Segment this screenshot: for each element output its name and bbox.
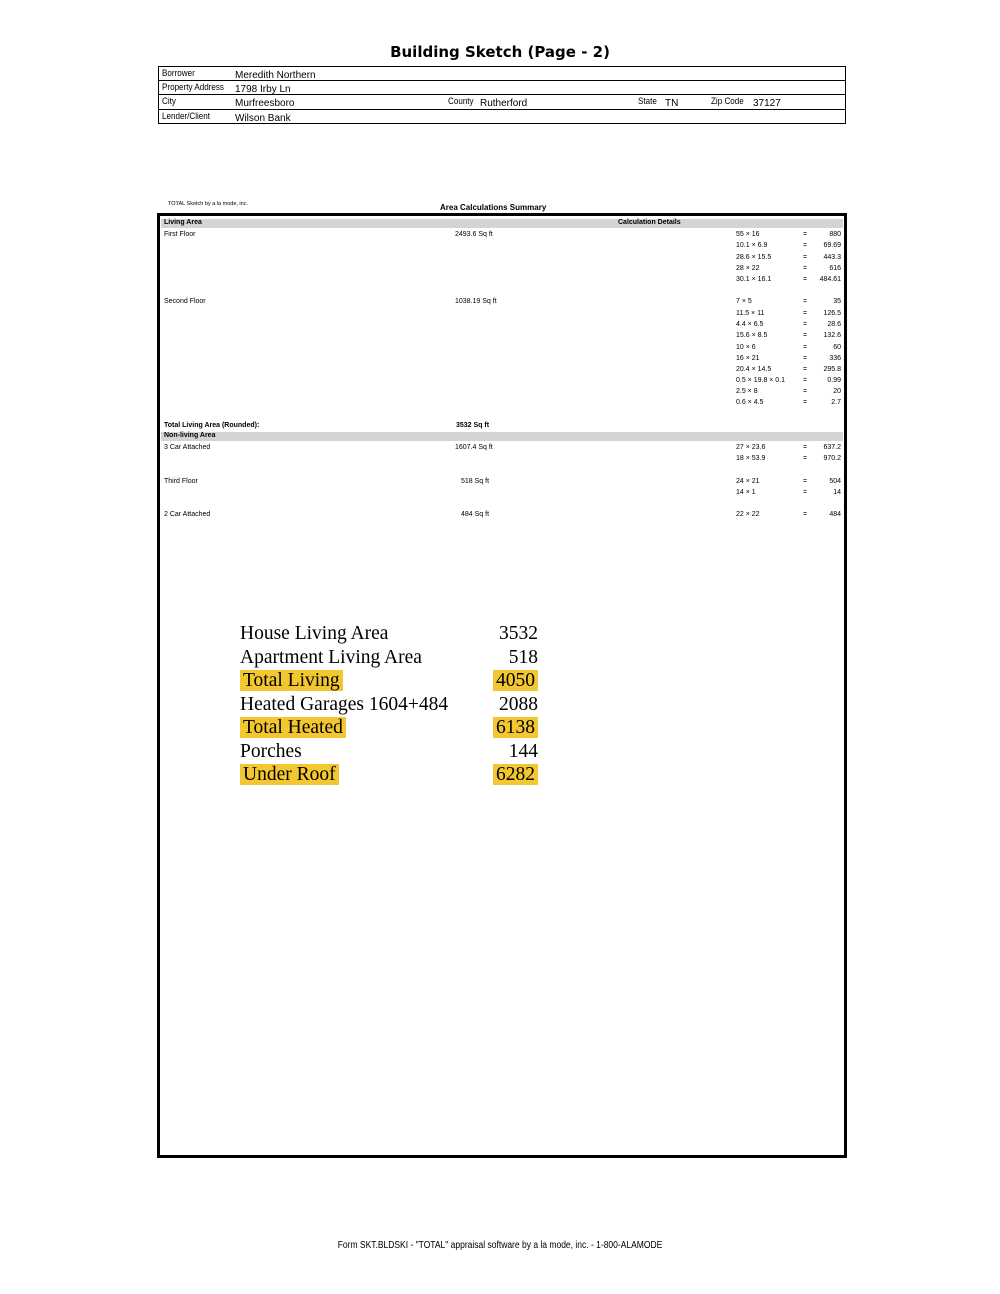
calc-expr: 10 × 6 — [736, 344, 756, 351]
calc-expr: 28.6 × 15.5 — [736, 254, 772, 261]
calc-equals: = — [803, 511, 808, 518]
calc-expr: 14 × 1 — [736, 489, 756, 496]
calc-equals: = — [803, 344, 808, 351]
calc-result: 443.3 — [823, 254, 841, 261]
calc-expr: 0.5 × 19.8 × 0.1 — [736, 377, 786, 384]
address-label: Property Address — [162, 82, 224, 93]
calc-result: 336 — [829, 355, 841, 362]
calc-equals: = — [803, 298, 808, 305]
calc-equals: = — [803, 242, 808, 249]
calc-equals: = — [803, 399, 808, 406]
summary-value — [493, 669, 538, 692]
sketch-credit: TOTAL Sketch by a la mode, inc. — [168, 201, 248, 207]
calc-expr: 55 × 16 — [736, 231, 760, 238]
calc-expr: 2.5 × 8 — [736, 388, 758, 395]
calc-result: 880 — [829, 231, 841, 238]
borrower-label: Borrower — [162, 68, 195, 79]
calc-expr: 28 × 22 — [736, 265, 760, 272]
calc-expr: 20.4 × 14.5 — [736, 366, 772, 373]
state-label: State — [638, 96, 657, 107]
page-title: Building Sketch (Page - 2) — [390, 43, 610, 61]
summary-value-text-highlighted: 6138 — [493, 717, 538, 738]
borrower-value: Meredith Northern — [235, 70, 316, 81]
summary-label-text-highlighted: Under Roof — [240, 764, 339, 785]
non-living-area-heading: Non-living Area — [164, 432, 216, 439]
state-value: TN — [665, 98, 679, 109]
third-floor-label: Third Floor — [164, 478, 198, 485]
summary-value — [509, 740, 538, 763]
calc-equals: = — [803, 265, 808, 272]
calc-result: 126.5 — [823, 310, 841, 317]
calc-equals: = — [803, 254, 808, 261]
summary-label-text-highlighted: Total Heated — [240, 717, 346, 738]
calc-expr: 27 × 23.6 — [736, 444, 766, 451]
county-label: County — [448, 96, 474, 107]
calc-expr: 22 × 22 — [736, 511, 760, 518]
borrower-row — [159, 67, 845, 81]
calc-result: 132.6 — [823, 332, 841, 339]
zip-label: Zip Code — [711, 96, 744, 107]
summary-label — [240, 622, 388, 645]
calc-expr: 4.4 × 6.5 — [736, 321, 764, 328]
calc-result: 0.99 — [827, 377, 841, 384]
summary-value-text-highlighted: 6282 — [493, 764, 538, 785]
summary-value-text: 144 — [508, 741, 538, 762]
summary-label-text: Heated Garages 1604+484 — [240, 694, 449, 715]
calc-equals: = — [803, 321, 808, 328]
calc-expr: 7 × 5 — [736, 298, 752, 305]
third-floor-area: 518 Sq ft — [461, 478, 490, 485]
summary-label-text: Porches — [240, 741, 302, 762]
calc-result: 484 — [829, 511, 841, 518]
living-area-heading: Living Area — [164, 219, 202, 226]
calc-result: 484.61 — [819, 276, 841, 283]
non-living-area-band — [161, 432, 843, 441]
calc-result: 970.2 — [823, 455, 841, 462]
calc-equals: = — [803, 332, 808, 339]
calc-equals: = — [803, 377, 808, 384]
calc-expr: 16 × 21 — [736, 355, 760, 362]
calc-result: 14 — [833, 489, 841, 496]
summary-value — [493, 716, 538, 739]
calc-result: 69.69 — [823, 242, 841, 249]
county-value: Rutherford — [480, 98, 528, 109]
calc-result: 2.7 — [831, 399, 841, 406]
summary-label — [240, 646, 422, 669]
calc-equals: = — [803, 489, 808, 496]
summary-value — [499, 622, 538, 645]
calc-expr: 0.6 × 4.5 — [736, 399, 764, 406]
calc-equals: = — [803, 355, 808, 362]
calc-result: 35 — [833, 298, 841, 305]
summary-value-text: 2088 — [499, 694, 538, 715]
two-car-area: 484 Sq ft — [461, 511, 490, 518]
summary-label — [240, 693, 448, 716]
calc-result: 637.2 — [823, 444, 841, 451]
second-floor-area: 1038.19 Sq ft — [455, 298, 497, 305]
calc-result: 616 — [829, 265, 841, 272]
second-floor-label: Second Floor — [164, 298, 206, 305]
address-row — [159, 81, 845, 95]
property-header — [158, 66, 846, 124]
calc-equals: = — [803, 388, 808, 395]
two-car-label: 2 Car Attached — [164, 511, 211, 518]
lender-value: Wilson Bank — [235, 113, 291, 124]
total-living-area-value: 3532 Sq ft — [456, 422, 490, 429]
calc-expr: 15.6 × 8.5 — [736, 332, 768, 339]
city-label: City — [162, 96, 176, 107]
calc-expr: 11.5 × 11 — [736, 310, 765, 317]
calc-equals: = — [803, 366, 808, 373]
calc-expr: 10.1 × 6.9 — [736, 242, 768, 249]
summary-title: Area Calculations Summary — [440, 203, 547, 212]
living-area-band — [161, 219, 843, 228]
calc-expr: 24 × 21 — [736, 478, 760, 485]
first-floor-area: 2493.6 Sq ft — [455, 231, 493, 238]
zip-value: 37127 — [753, 98, 781, 109]
calc-expr: 30.1 × 16.1 — [736, 276, 772, 283]
lender-row — [159, 110, 845, 124]
summary-value-text-highlighted: 4050 — [493, 670, 538, 691]
first-floor-label: First Floor — [164, 231, 196, 238]
calc-equals: = — [803, 455, 808, 462]
summary-label-text-highlighted: Total Living — [240, 670, 343, 691]
calc-result: 504 — [829, 478, 841, 485]
total-living-area-label: Total Living Area (Rounded): — [164, 422, 260, 429]
calc-equals: = — [803, 231, 808, 238]
calc-equals: = — [803, 478, 808, 485]
calc-equals: = — [803, 276, 808, 283]
summary-value — [493, 763, 538, 786]
calc-equals: = — [803, 444, 808, 451]
summary-label — [240, 669, 343, 692]
calc-result: 20 — [833, 388, 841, 395]
summary-label-text: Apartment Living Area — [240, 647, 422, 668]
city-row — [159, 95, 845, 110]
calc-result: 60 — [833, 344, 841, 351]
summary-value-text: 518 — [508, 647, 538, 668]
three-car-label: 3 Car Attached — [164, 444, 211, 451]
summary-value — [499, 693, 538, 716]
summary-value-text: 3532 — [499, 623, 538, 644]
address-value: 1798 Irby Ln — [235, 84, 291, 95]
summary-label — [240, 716, 346, 739]
summary-label — [240, 763, 339, 786]
summary-label-text: House Living Area — [240, 623, 389, 644]
calc-equals: = — [803, 310, 808, 317]
calculation-details-heading: Calculation Details — [618, 219, 681, 226]
summary-value — [509, 646, 538, 669]
summary-label — [240, 740, 302, 763]
calc-expr: 18 × 53.9 — [736, 455, 766, 462]
form-footer: Form SKT.BLDSKI - "TOTAL" appraisal software by a la mode, inc. - 1-800-ALAMODE — [337, 1240, 663, 1251]
city-value: Murfreesboro — [235, 98, 295, 109]
calc-result: 295.8 — [823, 366, 841, 373]
lender-label: Lender/Client — [162, 111, 211, 122]
three-car-area: 1607.4 Sq ft — [455, 444, 493, 451]
calc-result: 28.6 — [827, 321, 841, 328]
